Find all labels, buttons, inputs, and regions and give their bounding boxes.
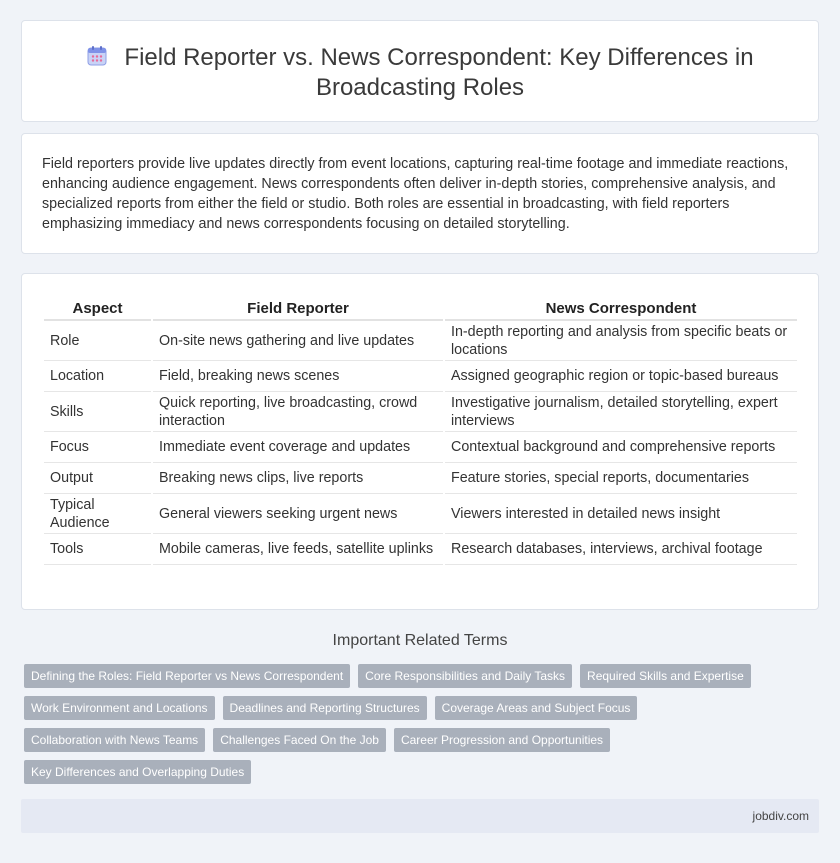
column-header: Field Reporter — [153, 294, 443, 321]
related-tags-row — [24, 728, 610, 752]
related-tags-row — [24, 760, 251, 784]
related-tag[interactable]: Core Responsibilities and Daily Tasks — [358, 664, 572, 688]
related-tag[interactable]: Collaboration with News Teams — [24, 728, 205, 752]
table-row — [44, 534, 797, 565]
table-cell-field-reporter: Field, breaking news scenes — [153, 361, 443, 392]
table-cell-news-correspondent: Viewers interested in detailed news insight — [445, 494, 797, 534]
table-cell-aspect: Tools — [44, 534, 151, 565]
table-cell-field-reporter: Mobile cameras, live feeds, satellite uplinks — [153, 534, 443, 565]
table-cell-aspect: Focus — [44, 432, 151, 463]
table-cell-news-correspondent: In-depth reporting and analysis from specific beats or locations — [445, 321, 797, 361]
page-title-row — [22, 43, 818, 103]
table-cell-news-correspondent: Contextual background and comprehensive reports — [445, 432, 797, 463]
table-cell-news-correspondent: Research databases, interviews, archival footage — [445, 534, 797, 565]
related-tag[interactable]: Coverage Areas and Subject Focus — [435, 696, 638, 720]
table-header-row — [44, 294, 797, 321]
table-cell-news-correspondent: Investigative journalism, detailed storytelling, expert interviews — [445, 392, 797, 432]
table-cell-field-reporter: General viewers seeking urgent news — [153, 494, 443, 534]
footer — [21, 799, 819, 833]
column-header: News Correspondent — [445, 294, 797, 321]
table-cell-field-reporter: On-site news gathering and live updates — [153, 321, 443, 361]
related-tag[interactable]: Work Environment and Locations — [24, 696, 215, 720]
table-cell-field-reporter: Breaking news clips, live reports — [153, 463, 443, 494]
table-cell-aspect: Skills — [44, 392, 151, 432]
related-tag[interactable]: Challenges Faced On the Job — [213, 728, 386, 752]
comparison-table-card — [21, 273, 819, 610]
table-cell-aspect: Typical Audience — [44, 494, 151, 534]
table-cell-aspect: Location — [44, 361, 151, 392]
table-cell-aspect: Role — [44, 321, 151, 361]
intro-card — [21, 133, 819, 254]
table-cell-news-correspondent: Feature stories, special reports, documentaries — [445, 463, 797, 494]
table-cell-news-correspondent: Assigned geographic region or topic-based bureaus — [445, 361, 797, 392]
related-terms-title: Important Related Terms — [332, 632, 508, 649]
table-row — [44, 432, 797, 463]
table-cell-aspect: Output — [44, 463, 151, 494]
table-row — [44, 494, 797, 534]
related-tag[interactable]: Career Progression and Opportunities — [394, 728, 610, 752]
intro-paragraph: Field reporters provide live updates directly from event locations, capturing real-time footage and immediate reactions, enhancing audience engagement. News correspondents often deliver in-depth stories, comprehensive analysis, and specialized reports from either the field or studio. Both roles are essential in broadcasting, with field reporters emphasizing immediacy and news correspondents focusing on detailed storytelling. — [42, 156, 789, 232]
related-tag[interactable]: Deadlines and Reporting Structures — [223, 696, 427, 720]
column-header: Aspect — [44, 294, 151, 321]
related-tag[interactable]: Key Differences and Overlapping Duties — [24, 760, 251, 784]
related-tag[interactable]: Defining the Roles: Field Reporter vs News Correspondent — [24, 664, 350, 688]
table-row — [44, 392, 797, 432]
title-card — [21, 20, 819, 122]
table-cell-field-reporter: Immediate event coverage and updates — [153, 432, 443, 463]
related-tags-row — [24, 664, 751, 688]
related-tag[interactable]: Required Skills and Expertise — [580, 664, 751, 688]
calendar-icon — [86, 45, 108, 67]
table-cell-field-reporter: Quick reporting, live broadcasting, crowd interaction — [153, 392, 443, 432]
comparison-table — [42, 294, 799, 565]
table-row — [44, 463, 797, 494]
table-row — [44, 361, 797, 392]
page-title: Field Reporter vs. News Correspondent: Key Differences in Broadcasting Roles — [124, 44, 754, 101]
related-tags-row — [24, 696, 637, 720]
footer-site-link[interactable]: jobdiv.com — [752, 809, 809, 823]
table-row — [44, 321, 797, 361]
